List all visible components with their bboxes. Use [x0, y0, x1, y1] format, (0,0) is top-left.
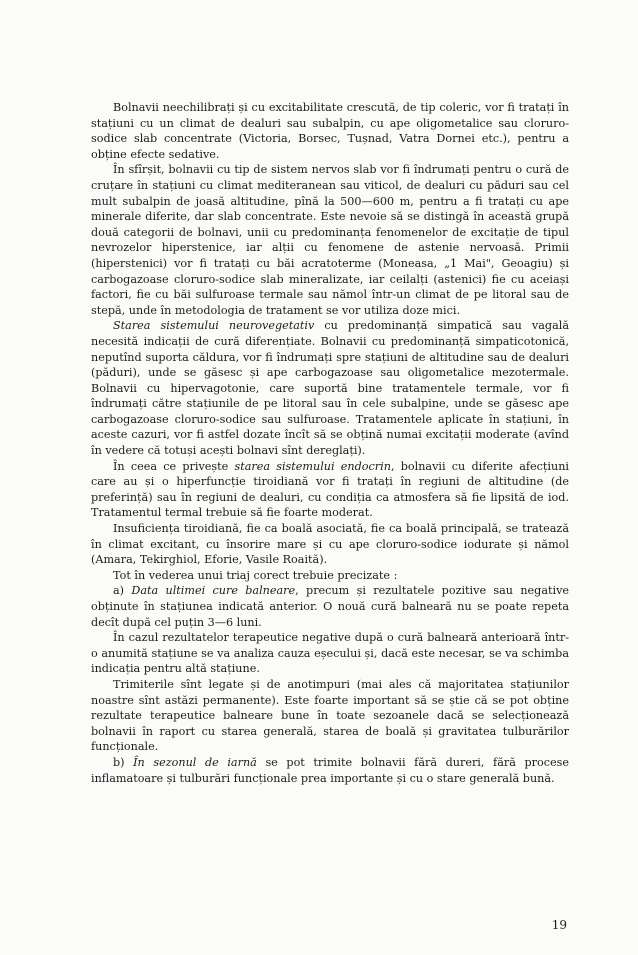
- paragraph-weak-nervous-system: În sfîrșit, bolnavii cu tip de sistem nervos slab vor fi îndrumați pentru o cură de cruțare în stațiuni cu climat mediteranean sau viticol, de dealuri cu păduri sau cel mult subalpin de joasă altitudine, pînă la 500—600 m, pentru a fi tratați cu ape minerale diferite, dar slab concentrate. Este nevoie să se distingă în această grupă două categorii de bolnavi, unii cu predominanța fenomenelor de excitație de tipul nevrozelor hiperstenice, iar alții cu fenomene de astenie nervoasă. Primii (hiperstenici) vor fi tratați cu băi acratoterme (Moneasa, „1 Mai", Geoagiu) și carbogazoase cloruro-sodice slab mineralizate, iar ceilalți (astenici) fie cu aceiași factori, fie cu băi sulfuroase termale sau nămol într-un climat de pe litoral sau de stepă, unde în metodologia de tratament se vor utiliza doze mici.: [91, 163, 569, 317]
- italic-phrase: starea sistemului endocrin: [234, 459, 391, 473]
- paragraph-seasons: Trimiterile sînt legate și de anotimpuri (mai ales că majoritatea stațiunilor noastre sînt astăzi permanente). Este foarte important să se știe că se pot obține rezultate terapeutice balneare bune în toate sezoanele dacă se selecționează bolnavii în raport cu starea generală, starea de boală și gravitatea tulburărilor funcționale.: [91, 677, 569, 754]
- italic-phrase: În sezonul de iarnă: [133, 755, 257, 769]
- paragraph-triage-intro: Tot în vederea unui triaj corect trebuie precizate :: [113, 568, 398, 582]
- paragraph-item-a: a) Data ultimei cure balneare, precum și rezultatele pozitive sau negative obținute în stațiunea indicată anterior. O nouă cură balneară nu se poate repeta decît după cel puțin 3—6 luni.: [91, 584, 570, 629]
- paragraph-negative-results: În cazul rezultatelor terapeutice negative după o cură balneară anterioară într-o anumită stațiune se va analiza cauza eșecului și, dacă este necesar, se va schimba indicația pentru altă stațiune.: [91, 631, 569, 676]
- italic-phrase: Data ultimei cure balneare: [131, 584, 296, 598]
- paragraph-choleric-patients: Bolnavii neechilibrați și cu excitabilitate crescută, de tip coleric, vor fi tratați în stațiuni cu un climat de dealuri sau subalpin, cu ape oligometalice sau cloruro-sodice slab concentrate (Victoria, Borsec, Tușnad, Vatra Dornei etc.), pentru a obține efecte sedative.: [91, 101, 569, 161]
- page-number: 19: [551, 918, 567, 932]
- paragraph-neurovegetative-system: Starea sistemului neurovegetativ cu predominanță simpatică sau vagală necesită indicații de cură diferențiate. Bolnavii cu predominanță simpaticotonică, neputînd suporta căldura, vor fi îndrumați spre stațiuni de altitudine sau de dealuri (păduri), unde se găsesc și ape carbogazoase sau oligometalice mezotermale. Bolnavii cu hipervagotonie, care suportă bine tratamentele termale, vor fi îndrumați către stațiunile de pe litoral sau în cele subalpine, unde se găsesc ape carbogazoase cloruro-sodice sau sulfuroase. Tratamentele aplicate în stațiuni, în aceste cazuri, vor fi astfel dozate încît să se obțină numai excitații moderate (avînd în vedere că totuși acești bolnavi sînt dereglați).: [91, 319, 569, 458]
- body-text: [91, 100, 569, 786]
- italic-phrase: Starea sistemului neurovegetativ: [113, 319, 315, 333]
- paragraph-thyroid-insufficiency: Insuficiența tiroidiană, fie ca boală asociată, fie ca boală principală, se tratează în climat excitant, cu însorire mare și cu ape cloruro-sodice iodurate și nămol (Amara, Tekirghiol, Eforie, Vasile Roaită).: [91, 522, 569, 567]
- paragraph-endocrine-system: În ceea ce privește starea sistemului endocrin, bolnavii cu diferite afecțiuni care au și o hiperfuncție tiroidiană vor fi tratați în regiuni de altitudine (de preferință) sau în regiuni de dealuri, cu condiția ca atmosfera să fie lipsită de iod. Tratamentul termal trebuie să fie foarte moderat.: [91, 459, 569, 520]
- paragraph-item-b: b) În sezonul de iarnă se pot trimite bolnavii fără dureri, fără procese inflamatoare și tulburări funcționale prea importante și cu o stare generală bună.: [91, 755, 569, 785]
